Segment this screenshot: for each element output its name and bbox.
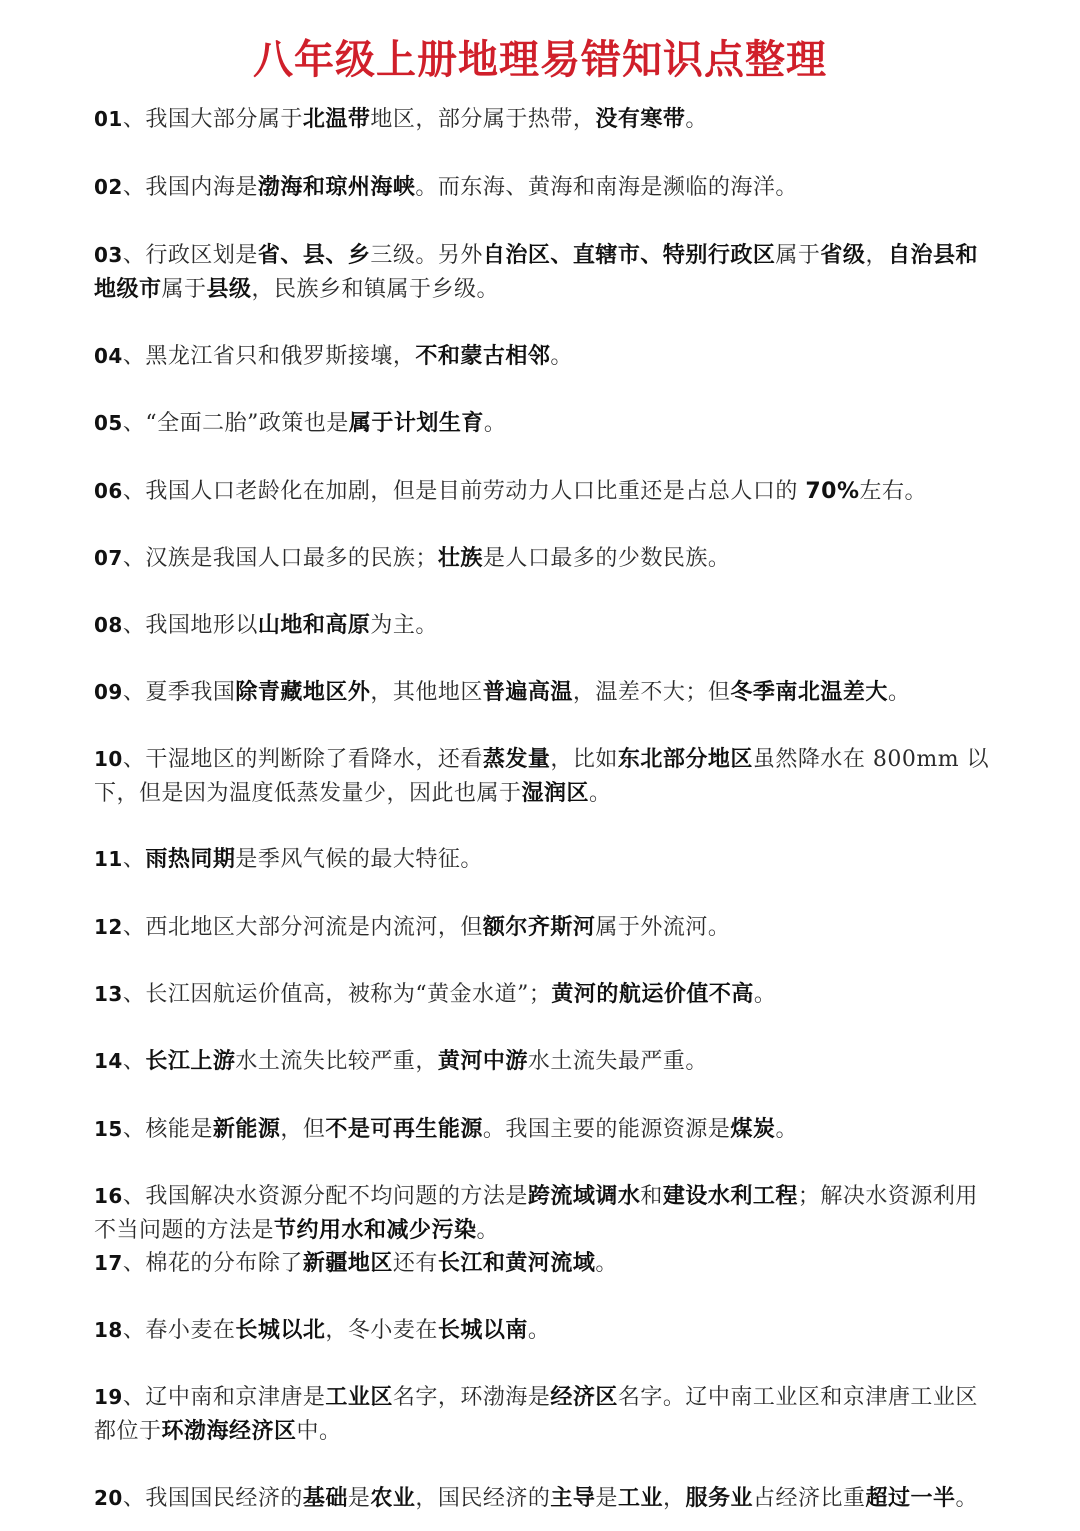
body-text: 、夏季我国 xyxy=(122,680,236,705)
body-text: 是人口最多的少数民族。 xyxy=(482,546,731,571)
knowledge-point-item xyxy=(94,406,994,441)
body-text: 、 xyxy=(122,847,146,872)
body-text: 中。 xyxy=(296,1419,342,1444)
highlight-text: 超过一半 xyxy=(865,1486,956,1511)
highlight-text: 湿润区 xyxy=(521,781,590,806)
item-number: 19 xyxy=(94,1385,123,1409)
body-text: ，比如 xyxy=(550,747,618,772)
body-text: 、西北地区大部分河流是内流河，但 xyxy=(122,915,483,940)
body-text: 、辽中南和京津唐是 xyxy=(122,1385,326,1410)
body-text: 。 xyxy=(550,344,573,369)
highlight-text: 北温带 xyxy=(302,107,371,132)
knowledge-point-item xyxy=(94,1246,994,1281)
body-text: 、棉花的分布除了 xyxy=(122,1251,303,1276)
highlight-text: 属于计划生育 xyxy=(348,411,484,436)
highlight-text: 壮族 xyxy=(437,546,483,571)
highlight-text: 冬季南北温差大 xyxy=(730,680,888,705)
item-number: 02 xyxy=(94,175,123,199)
highlight-text: 县级 xyxy=(206,277,252,302)
highlight-text: 自治县和地级市 xyxy=(94,243,978,302)
body-text: 、“全面二胎”政策也是 xyxy=(122,411,349,436)
highlight-text: 经济区 xyxy=(550,1385,618,1410)
body-text: 、我国大部分属于 xyxy=(122,107,303,132)
body-text: 三级。另外 xyxy=(370,243,483,268)
body-text: 水土流失比较严重， xyxy=(235,1049,438,1074)
item-number: 08 xyxy=(94,613,123,637)
highlight-text: 长江上游 xyxy=(145,1049,236,1074)
highlight-text: 跨流域调水 xyxy=(527,1184,641,1209)
body-text: 、长江因航运价值高，被称为“黄金水道”； xyxy=(122,982,552,1007)
highlight-text: 节约用水和减少污染 xyxy=(274,1218,477,1243)
body-text: 。而东海、黄海和南海是濒临的海洋。 xyxy=(415,175,798,200)
knowledge-point-item xyxy=(94,1313,994,1348)
knowledge-point-item xyxy=(94,541,994,576)
body-text: 、我国地形以 xyxy=(122,613,258,638)
body-text: 属于 xyxy=(161,277,207,302)
item-number: 18 xyxy=(94,1318,123,1342)
body-text: 、行政区划是 xyxy=(122,243,258,268)
highlight-text: 自治区、直辖市、特别行政区 xyxy=(482,243,776,268)
highlight-text: 除青藏地区外 xyxy=(235,680,371,705)
highlight-text: 长城以南 xyxy=(437,1318,528,1343)
knowledge-point-item xyxy=(94,474,994,509)
highlight-text: 省、县、乡 xyxy=(257,243,371,268)
highlight-text: 农业 xyxy=(370,1486,416,1511)
knowledge-point-item xyxy=(94,1481,994,1516)
body-text: 。 xyxy=(483,411,507,436)
body-text: 、我国国民经济的 xyxy=(122,1486,303,1511)
body-text: 。 xyxy=(685,107,708,132)
body-text: 还有 xyxy=(392,1251,438,1276)
knowledge-point-item xyxy=(94,170,994,205)
knowledge-point-item xyxy=(94,608,994,643)
item-number: 17 xyxy=(94,1251,123,1275)
highlight-text: 没有寒带 xyxy=(595,107,686,132)
body-text: 地区，部分属于热带， xyxy=(370,107,596,132)
body-text: 、我国解决水资源分配不均问题的方法是 xyxy=(122,1184,528,1209)
knowledge-point-item xyxy=(94,339,994,374)
highlight-text: 省级 xyxy=(820,243,866,268)
highlight-text: 工业区 xyxy=(325,1385,393,1410)
body-text: 名字。辽中南工业区和京津唐工业区都位于 xyxy=(94,1385,978,1444)
highlight-text: 工业 xyxy=(617,1486,663,1511)
body-text: ，但 xyxy=(280,1117,326,1142)
body-text: 。 xyxy=(887,680,911,705)
highlight-text: 新能源 xyxy=(212,1117,281,1142)
highlight-text: 建设水利工程 xyxy=(662,1184,798,1209)
highlight-text: 服务业 xyxy=(685,1486,753,1511)
knowledge-point-item xyxy=(94,910,994,945)
highlight-text: 基础 xyxy=(302,1486,348,1511)
body-text: 是季风气候的最大特征。 xyxy=(235,847,483,872)
highlight-text: 额尔齐斯河 xyxy=(482,915,596,940)
highlight-text: 渤海和琼州海峡 xyxy=(257,175,416,200)
highlight-text: 黄河中游 xyxy=(437,1049,528,1074)
knowledge-point-item xyxy=(94,842,994,877)
knowledge-point-item xyxy=(94,1112,994,1147)
item-number: 15 xyxy=(94,1117,123,1141)
body-text: 左右。 xyxy=(859,479,928,504)
body-text: 、汉族是我国人口最多的民族； xyxy=(122,546,438,571)
item-number: 16 xyxy=(94,1184,123,1208)
highlight-text: 黄河的航运价值不高 xyxy=(551,982,754,1007)
body-text: 。 xyxy=(589,781,612,806)
body-text: 为主。 xyxy=(370,613,438,638)
body-text: 。 xyxy=(595,1251,618,1276)
body-text: ，冬小麦在 xyxy=(325,1318,438,1343)
body-text: 、我国内海是 xyxy=(122,175,258,200)
body-text: 属于外流河。 xyxy=(595,915,731,940)
item-number: 13 xyxy=(94,982,123,1006)
knowledge-point-item xyxy=(94,238,994,307)
highlight-text: 山地和高原 xyxy=(257,613,371,638)
body-text: 、干湿地区的判断除了看降水，还看 xyxy=(122,747,483,772)
item-number: 01 xyxy=(94,107,123,131)
body-text: 、黑龙江省只和俄罗斯接壤， xyxy=(122,344,416,369)
highlight-text: 长江和黄河流域 xyxy=(437,1251,596,1276)
highlight-text: 环渤海经济区 xyxy=(161,1419,297,1444)
body-text: 和 xyxy=(640,1184,663,1209)
body-text: ， xyxy=(865,243,888,268)
highlight-text: 东北部分地区 xyxy=(617,747,753,772)
highlight-text: 蒸发量 xyxy=(482,747,551,772)
highlight-text: 不是可再生能源 xyxy=(325,1117,483,1142)
item-number: 04 xyxy=(94,344,123,368)
body-text: 、我国人口老龄化在加剧，但是目前劳动力人口比重还是占总人口的 xyxy=(122,479,806,504)
page-title: 八年级上册地理易错知识点整理 xyxy=(253,37,827,83)
item-number: 11 xyxy=(94,847,123,871)
body-text: 、核能是 xyxy=(122,1117,213,1142)
item-number: 12 xyxy=(94,915,123,939)
item-number: 07 xyxy=(94,546,123,570)
item-number: 06 xyxy=(94,479,123,503)
item-number: 03 xyxy=(94,243,123,267)
highlight-text: 雨热同期 xyxy=(145,847,236,872)
item-number: 20 xyxy=(94,1486,123,1510)
item-number: 10 xyxy=(94,747,123,771)
body-text: ；解决水资源利用不当问题的方法是 xyxy=(94,1184,978,1243)
highlight-text: 煤炭 xyxy=(730,1117,776,1142)
body-text: ，其他地区 xyxy=(370,680,483,705)
body-text: 水土流失最严重。 xyxy=(527,1049,708,1074)
item-number: 14 xyxy=(94,1049,123,1073)
highlight-text: 新疆地区 xyxy=(302,1251,393,1276)
body-text: 。我国主要的能源资源是 xyxy=(482,1117,731,1142)
body-text: 。 xyxy=(753,982,777,1007)
item-number: 05 xyxy=(94,411,123,435)
body-text: 、春小麦在 xyxy=(122,1318,236,1343)
body-text: 名字，环渤海是 xyxy=(392,1385,551,1410)
body-text: 虽然降水在 800mm 以下，但是因为温度低蒸发量少，因此也属于 xyxy=(94,747,990,806)
body-text: ， xyxy=(662,1486,686,1511)
knowledge-point-item xyxy=(94,742,994,811)
body-text: 、 xyxy=(122,1049,146,1074)
body-text: ，国民经济的 xyxy=(415,1486,551,1511)
highlight-text: 主导 xyxy=(550,1486,596,1511)
body-text: ，温差不大；但 xyxy=(572,680,731,705)
body-text: 。 xyxy=(955,1486,979,1511)
knowledge-point-item xyxy=(94,1179,994,1248)
knowledge-point-item xyxy=(94,977,994,1012)
knowledge-point-item xyxy=(94,1380,994,1449)
knowledge-point-item xyxy=(94,102,994,137)
knowledge-point-item xyxy=(94,1044,994,1079)
body-text: ，民族乡和镇属于乡级。 xyxy=(251,277,500,302)
body-text: 属于 xyxy=(775,243,821,268)
body-text: 是 xyxy=(595,1486,618,1511)
body-text: 。 xyxy=(476,1218,500,1243)
knowledge-point-item xyxy=(94,675,994,710)
body-text: 是 xyxy=(347,1486,371,1511)
body-text: 占经济比重 xyxy=(753,1486,866,1511)
body-text: 。 xyxy=(527,1318,551,1343)
item-number: 09 xyxy=(94,680,123,704)
body-text: 。 xyxy=(775,1117,798,1142)
highlight-text: 普遍高温 xyxy=(482,680,573,705)
highlight-text: 长城以北 xyxy=(235,1318,326,1343)
highlight-text: 70% xyxy=(805,479,860,504)
highlight-text: 不和蒙古相邻 xyxy=(415,344,551,369)
